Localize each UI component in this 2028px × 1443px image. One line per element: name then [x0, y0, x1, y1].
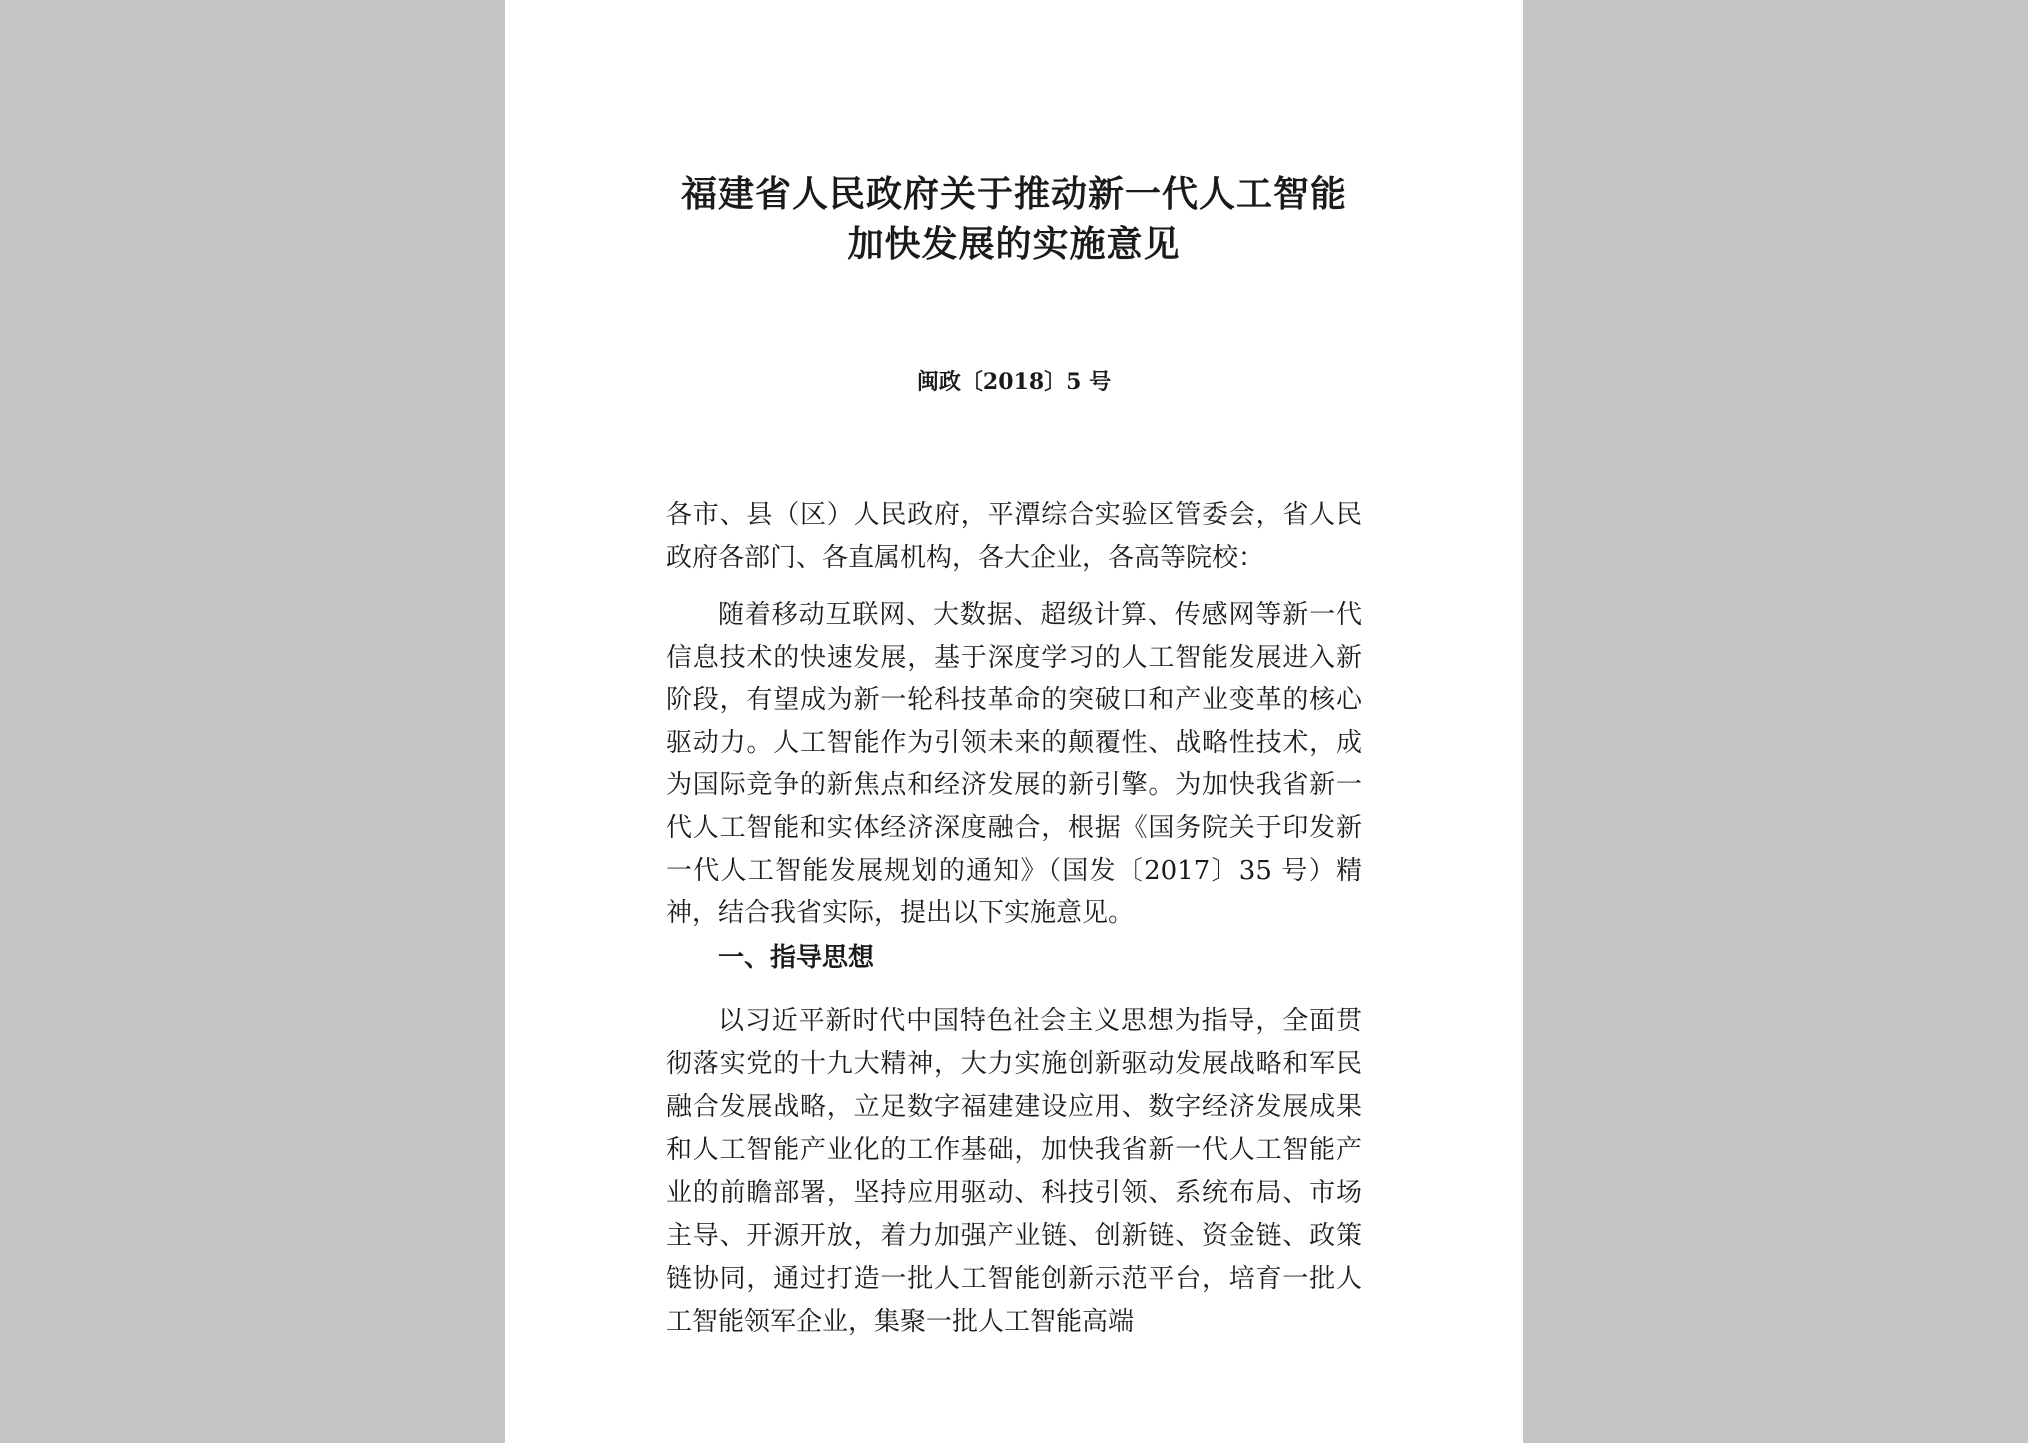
document-title-line-2: 加快发展的实施意见	[847, 223, 1181, 265]
document-title-line-1: 福建省人民政府关于推动新一代人工智能	[680, 173, 1347, 215]
section-heading-1	[666, 937, 1362, 980]
document-number: 闽政〔2018〕5 号	[916, 369, 1112, 395]
guiding-thought-paragraph-block	[666, 1000, 1362, 1344]
guiding-thought-paragraph: 以习近平新时代中国特色社会主义思想为指导，全面贯彻落实党的十九大精神，大力实施创新驱动发展战略和军民融合发展战略，立足数字福建建设应用、数字经济发展成果和人工智能产业化的工作基础，加快我省新一代人工智能产业的前瞻部署，坚持应用驱动、科技引领、系统布局、市场主导、开源开放，着力加强产业链、创新链、资金链、政策链协同，通过打造一批人工智能创新示范平台，培育一批人工智能领军企业，集聚一批人工智能高端	[666, 1006, 1362, 1337]
addressee-text: 各市、县（区）人民政府，平潭综合实验区管委会，省人民政府各部门、各直属机构，各大企业，各高等院校：	[666, 500, 1362, 573]
addressee-block	[666, 494, 1362, 580]
document-page	[505, 0, 1523, 1443]
intro-paragraph: 随着移动互联网、大数据、超级计算、传感网等新一代信息技术的快速发展，基于深度学习的人工智能发展进入新阶段，有望成为新一轮科技革命的突破口和产业变革的核心驱动力。人工智能作为引领未来的颠覆性、战略性技术，成为国际竞争的新焦点和经济发展的新引擎。为加快我省新一代人工智能和实体经济深度融合，根据《国务院关于印发新一代人工智能发展规划的通知》（国发〔2017〕35 号）精神，结合我省实际，提出以下实施意见。	[666, 600, 1362, 929]
section-heading-text: 一、指导思想	[718, 943, 875, 973]
intro-paragraph-block	[666, 594, 1362, 935]
